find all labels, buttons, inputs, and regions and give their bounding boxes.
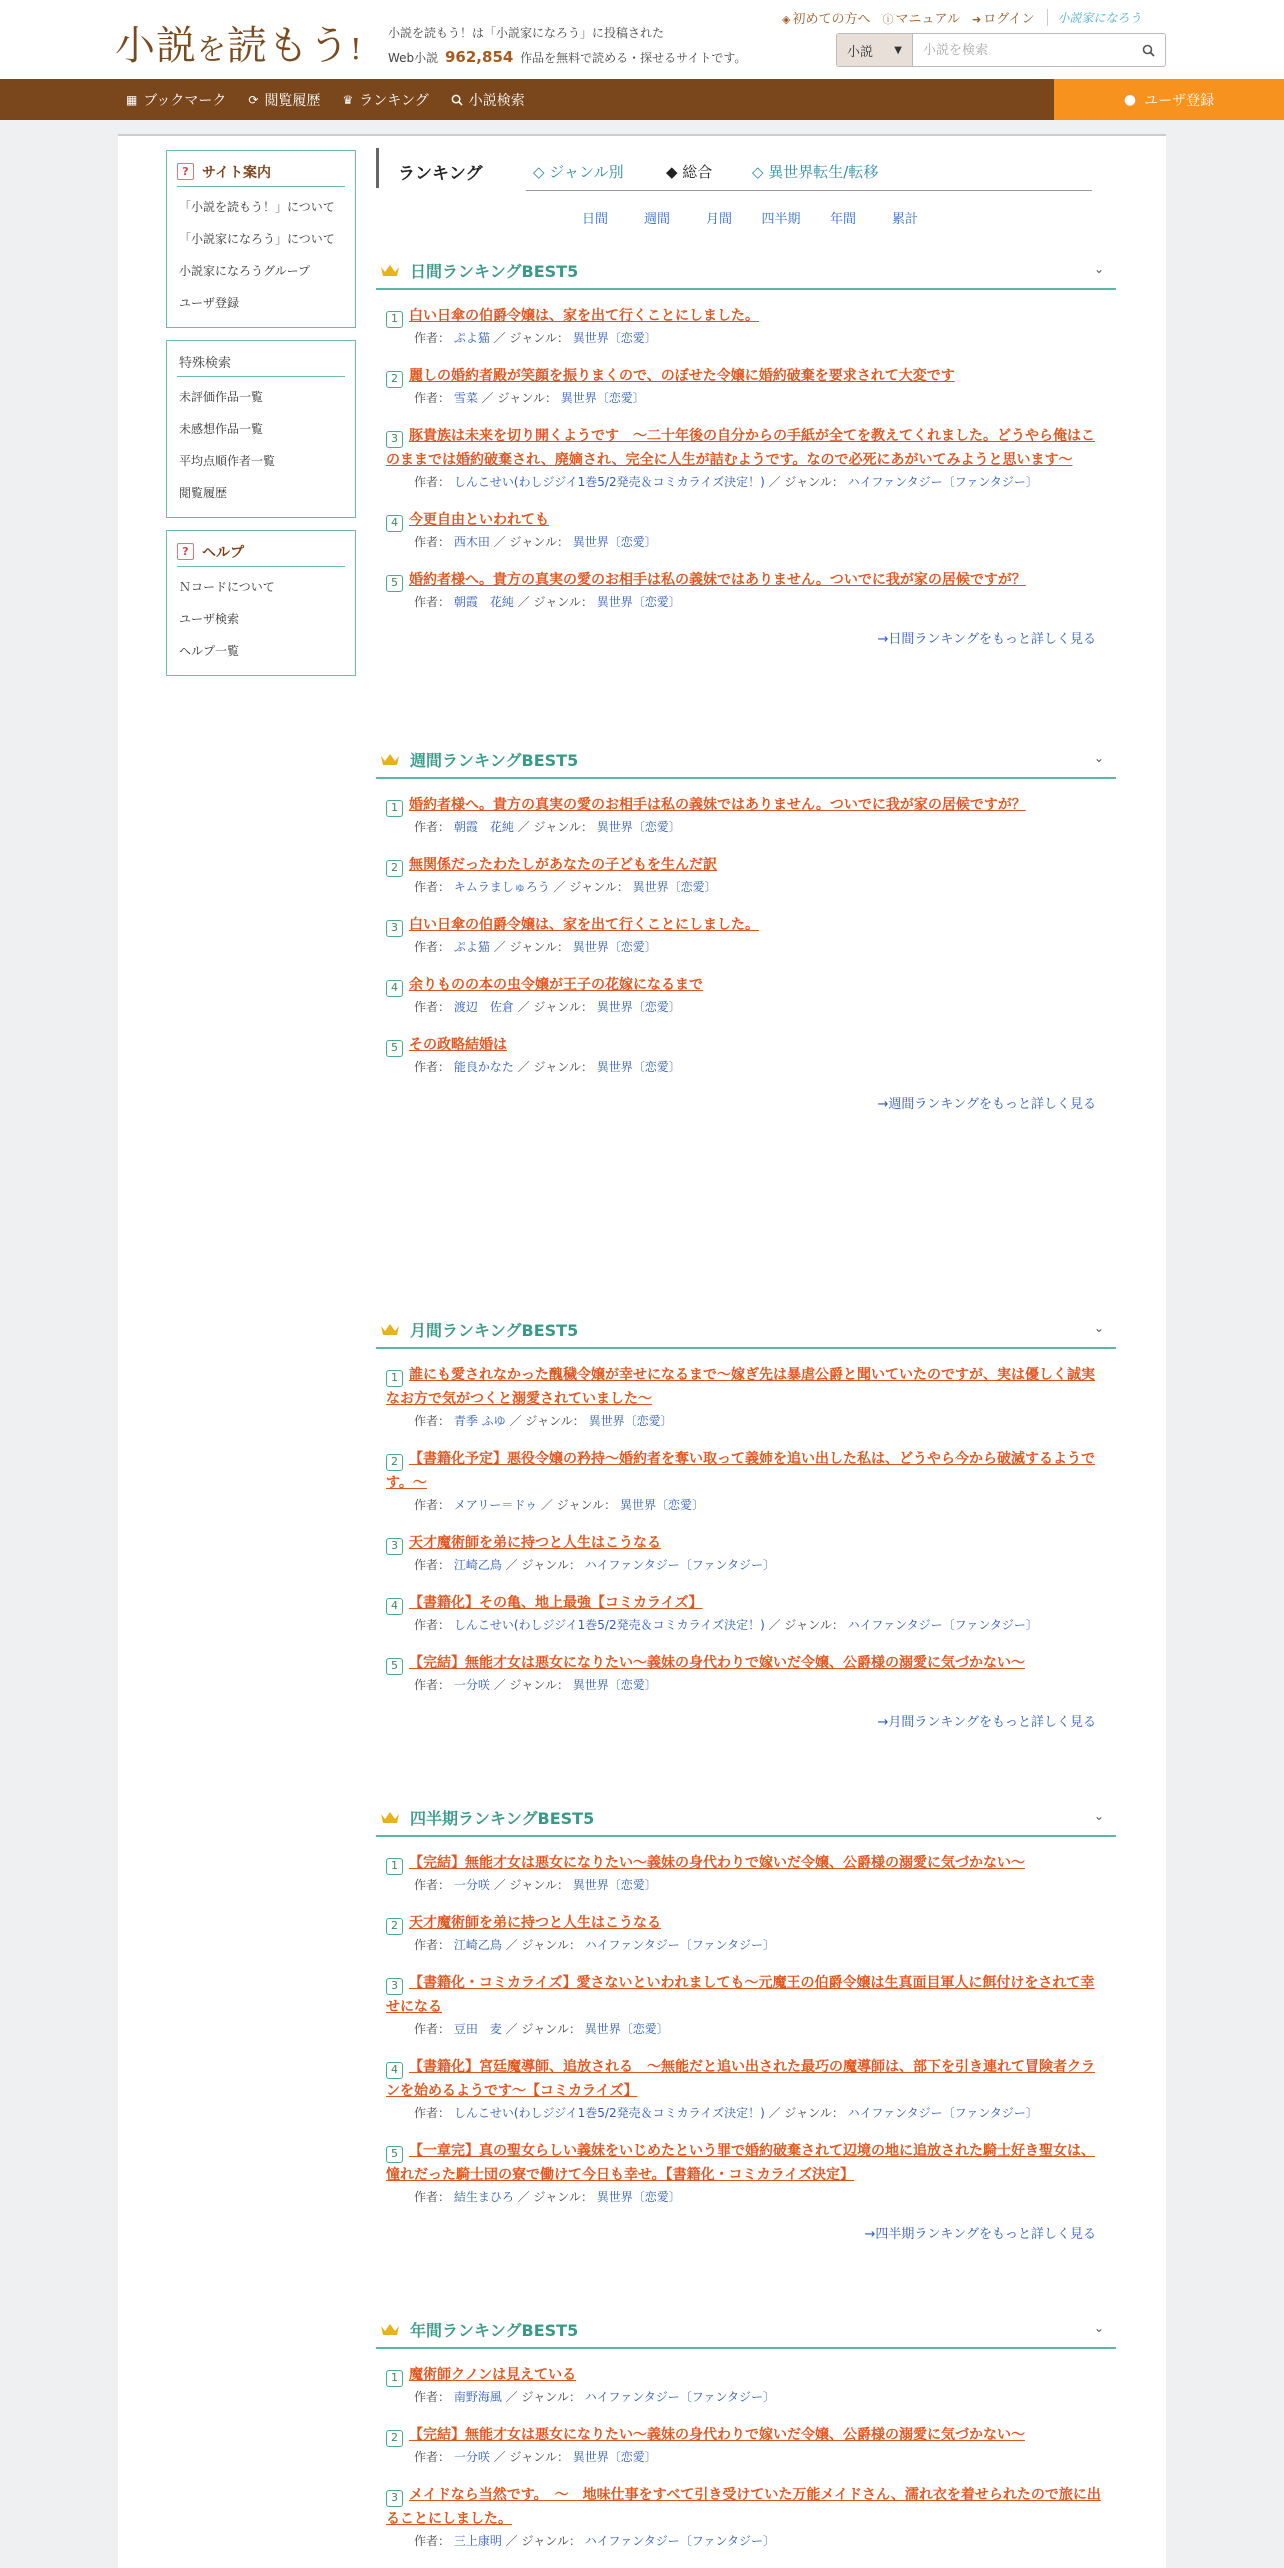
- novel-meta: 作者： メアリー＝ドゥ ／ ジャンル： 異世界〔恋愛〕: [414, 1498, 705, 1512]
- author-link[interactable]: 青季 ふゆ: [453, 1414, 506, 1428]
- ranking-title: 四半期ランキングBEST5: [410, 1808, 595, 1828]
- sidebar-help: [166, 530, 356, 676]
- author-label: 作者：: [414, 1558, 451, 1572]
- author-link[interactable]: ぷよ猫: [453, 331, 490, 345]
- ranking-item: [386, 1363, 1104, 1429]
- nav-history[interactable]: [248, 90, 320, 110]
- crown-icon: [380, 263, 400, 277]
- crown-icon: [380, 752, 400, 766]
- rank-number-badge: 1: [386, 1370, 403, 1387]
- author-link[interactable]: 渡辺 佐倉: [453, 1000, 514, 1014]
- manual-link-label: マニュアル: [895, 12, 960, 27]
- ranking-item: [386, 2483, 1104, 2549]
- genre-label: ジャンル：: [509, 1678, 569, 1692]
- novel-title-link[interactable]: 【書籍化】宮廷魔導師、追放される ～無能だと追い出された最巧の魔導師は、部下を引き連れて冒険者クランを始めるようです～【コミカライズ】: [386, 2059, 1095, 2099]
- rank-number-badge: 1: [386, 800, 403, 817]
- ranking-item: [386, 1591, 1104, 1633]
- ranking-title: 日間ランキングBEST5: [410, 261, 579, 281]
- genre-link[interactable]: 異世界〔恋愛〕: [572, 1678, 657, 1692]
- subtab-yearly[interactable]: 年間: [829, 212, 856, 227]
- genre-label: ジャンル：: [533, 2190, 593, 2204]
- novel-meta: 作者： 能良かなた ／ ジャンル： 異世界〔恋愛〕: [414, 1060, 681, 1074]
- genre-link[interactable]: 異世界〔恋愛〕: [596, 820, 681, 834]
- ranking-more-link[interactable]: →月間ランキングをもっと詳しく見る: [877, 1715, 1096, 1730]
- sidebar-guide-title: サイト案内: [202, 164, 272, 181]
- search-type-select[interactable]: [837, 34, 913, 66]
- genre-link[interactable]: 異世界〔恋愛〕: [596, 2190, 681, 2204]
- author-label: 作者：: [414, 1618, 451, 1632]
- author-label: 作者：: [414, 1000, 451, 1014]
- novel-meta: 作者： 西木田 ／ ジャンル： 異世界〔恋愛〕: [414, 535, 657, 549]
- rank-number-badge: 4: [386, 1598, 403, 1615]
- tab-genre[interactable]: ◇ ジャンル別: [533, 163, 624, 181]
- sidebar-special-head: 特殊検索: [177, 347, 345, 377]
- genre-link[interactable]: 異世界〔恋愛〕: [596, 595, 681, 609]
- genre-label: ジャンル：: [497, 391, 557, 405]
- crown-icon: [380, 2322, 400, 2336]
- rank-number-badge: 4: [386, 2062, 403, 2079]
- sidebar-item-avg-authors[interactable]: 平均点順作者一覧: [179, 454, 276, 468]
- rank-number-badge: 5: [386, 2146, 403, 2163]
- manual-link[interactable]: [882, 8, 959, 27]
- novel-meta: 作者： 一分咲 ／ ジャンル： 異世界〔恋愛〕: [414, 1878, 657, 1892]
- author-label: 作者：: [414, 1498, 451, 1512]
- rank-number-badge: 3: [386, 1538, 403, 1555]
- ranking-tabs: [376, 148, 1092, 192]
- ranking-more-link[interactable]: →週間ランキングをもっと詳しく見る: [877, 1097, 1096, 1112]
- rank-number-badge: 3: [386, 920, 403, 937]
- novel-title-link[interactable]: その政略結婚は: [409, 1037, 507, 1053]
- crown-icon: [380, 1810, 400, 1824]
- novel-title-link[interactable]: 麗しの婚約者殿が笑顔を振りまくので、のぼせた令嬢に婚約破棄を要求されて大変です: [409, 368, 955, 384]
- rank-number-badge: 2: [386, 860, 403, 877]
- author-label: 作者：: [414, 2022, 451, 2036]
- main-nav: [0, 79, 1284, 120]
- novel-title-link[interactable]: 【一章完】真の聖女らしい義妹をいじめたという罪で婚約破棄されて辺境の地に追放された騎士好き聖女は、憧れだった騎士団の寮で働けて今日も幸せ。【書籍化・コミカライズ決定】: [386, 2143, 1095, 2183]
- login-icon: ➜: [971, 13, 982, 26]
- beginner-link[interactable]: [782, 8, 870, 27]
- genre-link[interactable]: 異世界〔恋愛〕: [572, 1878, 657, 1892]
- rank-number-badge: 1: [386, 1858, 403, 1875]
- ranking-item: [386, 913, 1104, 955]
- genre-link[interactable]: 異世界〔恋愛〕: [584, 2022, 669, 2036]
- author-link[interactable]: 豆田 麦: [453, 2022, 502, 2036]
- author-label: 作者：: [414, 1060, 451, 1074]
- question-circle-icon: ⓘ: [882, 13, 894, 26]
- novel-meta: 作者： 豆田 麦 ／ ジャンル： 異世界〔恋愛〕: [414, 2022, 669, 2036]
- novel-title-link[interactable]: 白い日傘の伯爵令嬢は、家を出て行くことにしました。: [409, 308, 759, 324]
- genre-link[interactable]: 異世界〔恋愛〕: [596, 1000, 681, 1014]
- rank-number-badge: 2: [386, 2430, 403, 2447]
- novel-title-link[interactable]: 婚約者様へ。貴方の真実の愛のお相手は私の義妹ではありません。ついでに我が家の居候ですが？: [409, 797, 1026, 813]
- genre-label: ジャンル：: [533, 595, 593, 609]
- novel-meta: 作者： しんこせい(わしジジイ1巻5/2発売＆コミカライズ決定！) ／ ジャンル： ハイファンタジー〔ファンタジー〕: [414, 2106, 1038, 2120]
- author-link[interactable]: 能良かなた: [453, 1060, 514, 1074]
- author-label: 作者：: [414, 940, 451, 954]
- sidebar-item-user-register[interactable]: ユーザ登録: [179, 296, 240, 310]
- genre-label: ジャンル：: [509, 331, 569, 345]
- ranking-header[interactable]: [376, 2311, 1116, 2349]
- genre-link[interactable]: ハイファンタジー〔ファンタジー〕: [584, 1938, 775, 1952]
- author-label: 作者：: [414, 2390, 451, 2404]
- sidebar-item-about-narou[interactable]: 「小説家になろう」について: [179, 232, 335, 246]
- sidebar-guide-head: [177, 157, 345, 187]
- ranking-item: [386, 973, 1104, 1015]
- user-register-label: ユーザ登録: [1144, 92, 1215, 109]
- genre-link[interactable]: ハイファンタジー〔ファンタジー〕: [847, 2106, 1038, 2120]
- question-icon: ?: [177, 163, 194, 180]
- author-label: 作者：: [414, 2190, 451, 2204]
- novel-meta: 作者： ぷよ猫 ／ ジャンル： 異世界〔恋愛〕: [414, 331, 657, 345]
- crown-icon: ♛: [342, 92, 354, 107]
- genre-link[interactable]: ハイファンタジー〔ファンタジー〕: [584, 2390, 775, 2404]
- rank-number-badge: 5: [386, 1040, 403, 1057]
- ranking-item: [386, 2363, 1104, 2405]
- author-link[interactable]: 三上康明: [453, 2534, 502, 2548]
- genre-label: ジャンル：: [509, 2450, 569, 2464]
- rank-number-badge: 2: [386, 1918, 403, 1935]
- genre-link[interactable]: 異世界〔恋愛〕: [572, 535, 657, 549]
- rank-number-badge: 5: [386, 1658, 403, 1675]
- author-link[interactable]: 江崎乙鳥: [453, 1558, 502, 1572]
- novel-title-link[interactable]: 誰にも愛されなかった醜穢令嬢が幸せになるまで〜嫁ぎ先は暴虐公爵と聞いていたのですが、実は優しく誠実なお方で気がつくと溺愛されていました〜: [386, 1367, 1095, 1407]
- genre-link[interactable]: 異世界〔恋愛〕: [632, 880, 717, 894]
- nav-search[interactable]: [451, 90, 525, 110]
- chevron-down-icon[interactable]: ⌄: [1093, 2321, 1104, 2335]
- ranking-item: [386, 1851, 1104, 1893]
- ranking-item: [386, 2139, 1104, 2205]
- genre-link[interactable]: 異世界〔恋愛〕: [588, 1414, 673, 1428]
- novel-meta: 作者： 一分咲 ／ ジャンル： 異世界〔恋愛〕: [414, 2450, 657, 2464]
- author-link[interactable]: 朝霞 花純: [453, 820, 514, 834]
- ranking-item: [386, 1971, 1104, 2037]
- genre-link[interactable]: 異世界〔恋愛〕: [572, 940, 657, 954]
- ranking-section-monthly: [376, 1311, 1116, 1730]
- genre-label: ジャンル：: [784, 1618, 844, 1632]
- site-header: [0, 0, 1284, 79]
- tagline-prefix: Web小説: [388, 51, 439, 65]
- novel-meta: 作者： 青季 ふゆ ／ ジャンル： 異世界〔恋愛〕: [414, 1414, 673, 1428]
- novel-title-link[interactable]: 【完結】無能才女は悪女になりたい～義妹の身代わりで嫁いだ令嬢、公爵様の溺愛に気づかない～: [409, 1655, 1025, 1671]
- ranking-item: [386, 568, 1104, 610]
- author-label: 作者：: [414, 2450, 451, 2464]
- site-logo[interactable]: 小説を読もう!: [115, 23, 363, 69]
- search-bar: [836, 33, 1166, 67]
- search-input[interactable]: [913, 34, 1131, 66]
- author-link[interactable]: 一分咲: [453, 2450, 490, 2464]
- crown-icon: [380, 1322, 400, 1336]
- ranking-item: [386, 304, 1104, 346]
- author-label: 作者：: [414, 391, 451, 405]
- genre-label: ジャンル：: [521, 2534, 581, 2548]
- genre-label: ジャンル：: [533, 1060, 593, 1074]
- author-link[interactable]: ぷよ猫: [453, 940, 490, 954]
- genre-link[interactable]: 異世界〔恋愛〕: [560, 391, 645, 405]
- author-link[interactable]: 一分咲: [453, 1878, 490, 1892]
- rank-number-badge: 2: [386, 1454, 403, 1471]
- author-link[interactable]: キムラましゅろう: [453, 880, 550, 894]
- genre-label: ジャンル：: [533, 1000, 593, 1014]
- genre-link[interactable]: 異世界〔恋愛〕: [572, 331, 657, 345]
- search-icon: [451, 94, 463, 106]
- period-tabs: [564, 208, 936, 227]
- nav-ranking[interactable]: [342, 90, 428, 110]
- genre-label: ジャンル：: [525, 1414, 585, 1428]
- genre-label: ジャンル：: [556, 1498, 617, 1512]
- author-label: 作者：: [414, 331, 451, 345]
- rank-number-badge: 3: [386, 2490, 403, 2507]
- user-register-button[interactable]: [1054, 79, 1284, 120]
- ranking-item: [386, 424, 1104, 490]
- ranking-section-weekly: [376, 741, 1116, 1112]
- chevron-down-icon[interactable]: ⌄: [1093, 751, 1104, 765]
- novel-title-link[interactable]: 婚約者様へ。貴方の真実の愛のお相手は私の義妹ではありません。ついでに我が家の居候ですが？: [409, 572, 1026, 588]
- genre-label: ジャンル：: [509, 1878, 569, 1892]
- nav-ranking-label: ランキング: [359, 92, 429, 109]
- novel-title-link[interactable]: 【書籍化・コミカライズ】愛さないといわれましても～元魔王の伯爵令嬢は生真面目軍人に餌付けをされて幸せになる: [386, 1975, 1095, 2015]
- ranking-title: 年間ランキングBEST5: [410, 2320, 579, 2340]
- subtab-weekly[interactable]: 週間: [643, 212, 670, 227]
- author-label: 作者：: [414, 1678, 451, 1692]
- genre-label: ジャンル：: [509, 535, 569, 549]
- nav-search-label: 小説検索: [468, 92, 525, 109]
- history-icon: ⟳: [248, 92, 259, 107]
- novel-meta: 作者： キムラましゅろう ／ ジャンル： 異世界〔恋愛〕: [414, 880, 717, 894]
- genre-label: ジャンル：: [784, 475, 844, 489]
- novel-meta: 作者： 朝霞 花純 ／ ジャンル： 異世界〔恋愛〕: [414, 820, 681, 834]
- ranking-section-yearly: [376, 2311, 1116, 2567]
- sidebar-item-about-yomou[interactable]: 「小説を読もう！」について: [179, 200, 335, 214]
- author-link[interactable]: 結生まひろ: [453, 2190, 514, 2204]
- author-label: 作者：: [414, 820, 451, 834]
- genre-label: ジャンル：: [784, 2106, 844, 2120]
- sidebar-item-user-search[interactable]: ユーザ検索: [179, 612, 240, 626]
- sidebar-item-unrated[interactable]: 未評価作品一覧: [179, 390, 264, 404]
- user-icon: ●: [1123, 91, 1137, 108]
- sidebar-help-head: [177, 537, 345, 567]
- tab-isekai[interactable]: ◇ 異世界転生/転移: [752, 163, 879, 181]
- novel-title-link[interactable]: 白い日傘の伯爵令嬢は、家を出て行くことにしました。: [409, 917, 759, 933]
- title-bar-accent: [376, 148, 379, 188]
- novel-title-link[interactable]: 【完結】無能才女は悪女になりたい～義妹の身代わりで嫁いだ令嬢、公爵様の溺愛に気づかない～: [409, 1855, 1025, 1871]
- genre-label: ジャンル：: [533, 820, 593, 834]
- rank-number-badge: 1: [386, 2370, 403, 2387]
- tab-overall[interactable]: ◆ 総合: [666, 163, 713, 181]
- author-label: 作者：: [414, 535, 451, 549]
- author-link[interactable]: 江崎乙鳥: [453, 1938, 502, 1952]
- rank-number-badge: 1: [386, 311, 403, 328]
- ranking-item: [386, 853, 1104, 895]
- search-icon: [1142, 44, 1155, 57]
- genre-link[interactable]: 異世界〔恋愛〕: [596, 1060, 681, 1074]
- novel-meta: 作者： 南野海風 ／ ジャンル： ハイファンタジー〔ファンタジー〕: [414, 2390, 775, 2404]
- main-panel: [118, 134, 1166, 2568]
- author-label: 作者：: [414, 880, 451, 894]
- ranking-item: [386, 2423, 1104, 2465]
- author-link[interactable]: 南野海風: [453, 2390, 502, 2404]
- novel-meta: 作者： しんこせい(わしジジイ1巻5/2発売＆コミカライズ決定！) ／ ジャンル： ハイファンタジー〔ファンタジー〕: [414, 475, 1038, 489]
- genre-link[interactable]: ハイファンタジー〔ファンタジー〕: [584, 2534, 775, 2548]
- genre-link[interactable]: ハイファンタジー〔ファンタジー〕: [847, 1618, 1038, 1632]
- ranking-section-daily: [376, 252, 1116, 647]
- ranking-page-title: ランキング: [398, 164, 483, 184]
- ranking-item: [386, 793, 1104, 835]
- rank-number-badge: 4: [386, 980, 403, 997]
- ranking-item: [386, 2055, 1104, 2121]
- novel-title-link[interactable]: 豚貴族は未来を切り開くようです ～二十年後の自分からの手紙が全てを教えてくれました。どうやら俺はこのままでは婚約破棄され、廃嫡され、完全に人生が詰むようです。なので必死にあがいてみようと思います～: [386, 428, 1095, 468]
- author-link[interactable]: 一分咲: [453, 1678, 490, 1692]
- rank-number-badge: 3: [386, 1978, 403, 1995]
- sidebar-item-narou-group[interactable]: 小説家になろうグループ: [179, 264, 311, 278]
- ranking-header[interactable]: [376, 1311, 1116, 1349]
- novel-meta: 作者： しんこせい(わしジジイ1巻5/2発売＆コミカライズ決定！) ／ ジャンル： ハイファンタジー〔ファンタジー〕: [414, 1618, 1038, 1632]
- genre-link[interactable]: ハイファンタジー〔ファンタジー〕: [584, 1558, 775, 1572]
- novel-title-link[interactable]: 天才魔術師を弟に持つと人生はこうなる: [409, 1535, 661, 1551]
- ranking-item: [386, 1911, 1104, 1953]
- genre-label: ジャンル：: [521, 1938, 581, 1952]
- ranking-more-link[interactable]: →日間ランキングをもっと詳しく見る: [877, 632, 1096, 647]
- login-link[interactable]: [972, 8, 1035, 27]
- nav-bookmark[interactable]: [126, 90, 226, 110]
- ranking-section-quarterly: [376, 1799, 1116, 2242]
- nav-history-label: 閲覧履歴: [264, 92, 321, 109]
- genre-label: ジャンル：: [521, 1558, 581, 1572]
- subtab-total[interactable]: 累計: [891, 212, 918, 227]
- subtab-daily[interactable]: 日間: [581, 212, 608, 227]
- login-link-label: ログイン: [983, 12, 1035, 27]
- author-label: 作者：: [414, 1878, 451, 1892]
- novel-title-link[interactable]: 無関係だったわたしがあなたの子どもを生んだ訳: [409, 857, 717, 873]
- novel-meta: 作者： 一分咲 ／ ジャンル： 異世界〔恋愛〕: [414, 1678, 657, 1692]
- ranking-header[interactable]: [376, 741, 1116, 779]
- top-links: [782, 8, 1142, 27]
- ranking-item: [386, 1447, 1104, 1513]
- genre-label: ジャンル：: [521, 2022, 581, 2036]
- novel-meta: 作者： 結生まひろ ／ ジャンル： 異世界〔恋愛〕: [414, 2190, 681, 2204]
- novel-title-link[interactable]: 【書籍化】その亀、地上最強【コミカライズ】: [409, 1595, 703, 1611]
- genre-label: ジャンル：: [569, 880, 629, 894]
- genre-label: ジャンル：: [509, 940, 569, 954]
- rank-number-badge: 3: [386, 431, 403, 448]
- chevron-down-icon[interactable]: ⌄: [1093, 1809, 1104, 1823]
- sidebar-guide: [166, 150, 356, 328]
- ranking-item: [386, 1033, 1104, 1075]
- author-link[interactable]: メアリー＝ドゥ: [453, 1498, 538, 1512]
- sidebar-item-no-review[interactable]: 未感想作品一覧: [179, 422, 264, 436]
- novel-meta: 作者： ぷよ猫 ／ ジャンル： 異世界〔恋愛〕: [414, 940, 657, 954]
- author-label: 作者：: [414, 1938, 451, 1952]
- ranking-header[interactable]: [376, 1799, 1116, 1837]
- author-link[interactable]: しんこせい(わしジジイ1巻5/2発売＆コミカライズ決定！): [453, 475, 765, 489]
- author-label: 作者：: [414, 2106, 451, 2120]
- tagline-count: [388, 48, 746, 66]
- novel-title-link[interactable]: 余りものの本の虫令嬢が王子の花嫁になるまで: [409, 977, 703, 993]
- ranking-title: 月間ランキングBEST5: [410, 1320, 579, 1340]
- author-link[interactable]: しんこせい(わしジジイ1巻5/2発売＆コミカライズ決定！): [453, 2106, 765, 2120]
- ranking-title: 週間ランキングBEST5: [410, 750, 579, 770]
- chevron-down-icon[interactable]: ⌄: [1093, 1321, 1104, 1335]
- rank-number-badge: 2: [386, 371, 403, 388]
- chevron-down-icon[interactable]: ⌄: [1093, 262, 1104, 276]
- novel-title-link[interactable]: 天才魔術師を弟に持つと人生はこうなる: [409, 1915, 661, 1931]
- question-icon: ?: [177, 543, 194, 560]
- beginner-link-label: 初めての方へ: [792, 12, 871, 27]
- novel-meta: 作者： 三上康明 ／ ジャンル： ハイファンタジー〔ファンタジー〕: [414, 2534, 775, 2548]
- bookmark-list-icon: ▦: [126, 92, 138, 107]
- novel-meta: 作者： 江崎乙鳥 ／ ジャンル： ハイファンタジー〔ファンタジー〕: [414, 1938, 775, 1952]
- author-label: 作者：: [414, 2534, 451, 2548]
- novel-title-link[interactable]: 魔術師クノンは見えている: [409, 2367, 577, 2383]
- subtab-quarterly[interactable]: 四半期: [761, 212, 801, 227]
- nav-bookmark-label: ブックマーク: [143, 92, 227, 109]
- search-type-value: 小説: [847, 44, 874, 60]
- search-button[interactable]: [1131, 34, 1165, 66]
- author-link[interactable]: 朝霞 花純: [453, 595, 514, 609]
- sidebar-item-help-list[interactable]: ヘルプ一覧: [179, 644, 240, 658]
- sidebar-special: [166, 340, 356, 518]
- author-link[interactable]: しんこせい(わしジジイ1巻5/2発売＆コミカライズ決定！): [453, 1618, 765, 1632]
- novel-title-link[interactable]: メイドなら当然です。 ～ 地味仕事をすべて引き受けていた万能メイドさん、濡れ衣を着せられたので旅に出ることにしました。: [386, 2487, 1101, 2527]
- author-label: 作者：: [414, 595, 451, 609]
- rank-number-badge: 5: [386, 575, 403, 592]
- novel-meta: 作者： 雪菜 ／ ジャンル： 異世界〔恋愛〕: [414, 391, 645, 405]
- shield-icon: ◈: [782, 13, 791, 26]
- author-label: 作者：: [414, 475, 451, 489]
- ranking-item: [386, 1651, 1104, 1693]
- author-link[interactable]: 西木田: [453, 535, 490, 549]
- novel-title-link[interactable]: 今更自由といわれても: [409, 512, 549, 528]
- novel-count: 962,854: [445, 48, 514, 66]
- tab-underline: [526, 190, 1092, 191]
- subtab-monthly[interactable]: 月間: [705, 212, 732, 227]
- tagline-suffix: 作品を無料で読める・探せるサイトです。: [520, 51, 747, 65]
- novel-meta: 作者： 江崎乙鳥 ／ ジャンル： ハイファンタジー〔ファンタジー〕: [414, 1558, 775, 1572]
- author-link[interactable]: 雪菜: [453, 391, 478, 405]
- novel-meta: 作者： 渡辺 佐倉 ／ ジャンル： 異世界〔恋愛〕: [414, 1000, 681, 1014]
- ranking-item: [386, 508, 1104, 550]
- novel-meta: 作者： 朝霞 花純 ／ ジャンル： 異世界〔恋愛〕: [414, 595, 681, 609]
- genre-label: ジャンル：: [521, 2390, 581, 2404]
- narou-logo-link[interactable]: 小説家になろう: [1047, 9, 1142, 26]
- rank-number-badge: 4: [386, 515, 403, 532]
- novel-title-link[interactable]: 【完結】無能才女は悪女になりたい～義妹の身代わりで嫁いだ令嬢、公爵様の溺愛に気づかない～: [409, 2427, 1025, 2443]
- ranking-item: [386, 1531, 1104, 1573]
- sidebar-item-ncode[interactable]: Ｎコードについて: [179, 580, 275, 594]
- genre-link[interactable]: 異世界〔恋愛〕: [620, 1498, 705, 1512]
- ranking-item: [386, 364, 1104, 406]
- genre-link[interactable]: 異世界〔恋愛〕: [572, 2450, 657, 2464]
- genre-link[interactable]: ハイファンタジー〔ファンタジー〕: [847, 475, 1038, 489]
- author-label: 作者：: [414, 1414, 451, 1428]
- ranking-more-link[interactable]: →四半期ランキングをもっと詳しく見る: [864, 2227, 1096, 2242]
- chevron-down-icon: ▼: [894, 44, 902, 56]
- novel-title-link[interactable]: 【書籍化予定】悪役令嬢の矜持〜婚約者を奪い取って義姉を追い出した私は、どうやら今から破滅するようです。〜: [386, 1451, 1095, 1491]
- sidebar-help-title: ヘルプ: [202, 544, 244, 561]
- ranking-header[interactable]: [376, 252, 1116, 290]
- tagline: 小説を読もう！は「小説家になろう」に投稿された: [388, 26, 665, 40]
- sidebar-item-history[interactable]: 閲覧履歴: [179, 486, 228, 500]
